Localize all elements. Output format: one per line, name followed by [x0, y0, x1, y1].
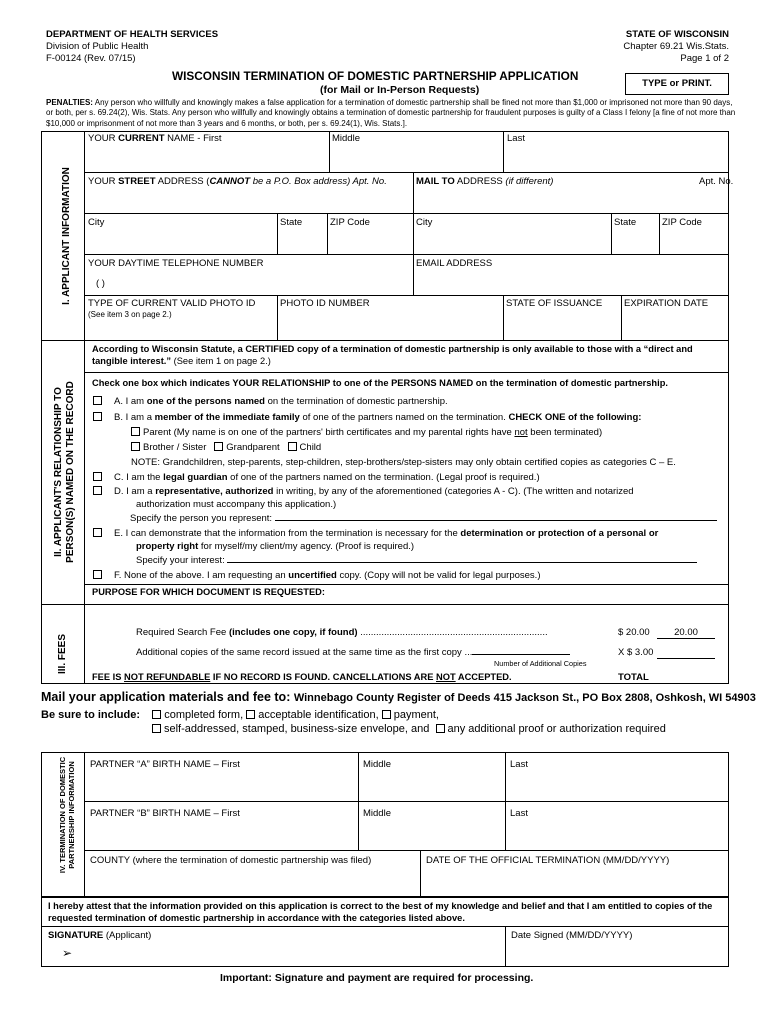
envelope-checkbox[interactable]	[152, 724, 161, 733]
search-bold: (includes one copy, if found)	[228, 627, 358, 638]
phone-field[interactable]: YOUR DAYTIME TELEPHONE NUMBER	[88, 258, 264, 269]
state-of-issuance-field[interactable]: STATE OF ISSUANCE	[506, 298, 603, 309]
option-b-checkbox[interactable]	[93, 412, 102, 421]
brother-sister-checkbox[interactable]	[131, 442, 140, 451]
represent-label: Specify the person you represent:	[130, 513, 273, 524]
street-cannot: CANNOT	[209, 176, 251, 187]
partner-b-first-field[interactable]: PARTNER “B” BIRTH NAME – First	[90, 808, 240, 819]
refund-u1: NOT REFUNDABLE	[124, 672, 211, 682]
total-fee-field[interactable]	[657, 672, 715, 684]
mail-zip-field[interactable]: ZIP Code	[662, 217, 702, 228]
relationship-title-line1: II. APPLICANT'S RELATIONSHIP TO	[53, 387, 64, 557]
name-prefix: YOUR	[88, 133, 119, 144]
represent-line[interactable]	[275, 520, 717, 521]
mail-rest: ADDRESS	[454, 176, 506, 187]
state-header	[623, 29, 729, 65]
refund-end: ACCEPTED.	[455, 672, 512, 682]
parent-b: been terminated)	[527, 427, 603, 438]
additional-copies-input[interactable]	[472, 654, 570, 655]
state-field[interactable]: State	[280, 217, 303, 228]
signature-arrow-icon: ➢	[62, 946, 73, 960]
additional-dots: ...	[461, 647, 473, 658]
option-f[interactable]	[93, 570, 541, 581]
city-field[interactable]: City	[88, 217, 105, 228]
partner-b-last-field[interactable]: Last	[510, 808, 528, 819]
street-suffix: ADDRESS (	[155, 176, 210, 187]
child-checkbox[interactable]	[288, 442, 297, 451]
attestation-text: I hereby attest that the information provided on this application is correct to the best of my knowledge and belief and that I am entitled to copies of the requested termination of domestic partnership in accordance with the categories listed above.	[48, 901, 713, 923]
penalties-label: PENALTIES:	[46, 98, 93, 107]
mail-city-field[interactable]: City	[416, 217, 433, 228]
include-label: Be sure to include:	[41, 709, 141, 721]
option-c-checkbox[interactable]	[93, 472, 102, 481]
b-bold: member of the immediate family	[154, 412, 300, 423]
statute-notice	[92, 344, 726, 367]
termination-date-field[interactable]: DATE OF THE OFFICIAL TERMINATION (MM/DD/YYYY)	[426, 855, 670, 866]
d-suffix: in writing, by any of the aforementioned (categories A - C). (The written and notarized	[273, 486, 634, 497]
e-bold: determination or protection of a personal or	[460, 528, 659, 539]
penalties-text: Any person who willfully and knowingly makes a false application for a termination of domestic partnership shall be fined not more than $1,000 or imprisoned not more than 90 days, or both, per s. 69.24(2), Wis. Stats. Any person who willfully and knowingly obtains a termination of domestic partnership for fraudulent purposes is guilty of a Class I felony [a fine of not more than $10,000 or imprisonment of not more than 3 years and 6 months, or both, per s. 69.24(1), Wis. Stats.].	[46, 98, 736, 128]
option-e-checkbox[interactable]	[93, 528, 102, 537]
form-number: F-00124 (Rev. 07/15)	[46, 53, 136, 64]
num-copies-caption: Number of Additional Copies	[494, 659, 587, 668]
a-bold: one of the persons named	[146, 396, 265, 407]
identification-label: acceptable identification,	[258, 709, 379, 721]
additional-text: Additional copies of the same record issued at the same time as the first copy	[136, 647, 462, 658]
option-d[interactable]	[93, 486, 634, 497]
chapter-ref: Chapter 69.21 Wis.Stats.	[623, 41, 729, 52]
signature-bold: SIGNATURE	[48, 930, 104, 941]
refund-mid: IF NO RECORD IS FOUND. CANCELLATIONS ARE	[210, 672, 437, 682]
option-d-checkbox[interactable]	[93, 486, 102, 495]
statute-see: (See item 1 on page 2.)	[171, 355, 271, 366]
photo-id-type-field[interactable]: TYPE OF CURRENT VALID PHOTO ID	[88, 298, 256, 309]
form-title: WISCONSIN TERMINATION OF DOMESTIC PARTNERSHIP APPLICATION	[172, 69, 579, 83]
section-partnership-title	[58, 740, 76, 890]
option-a-checkbox[interactable]	[93, 396, 102, 405]
total-label: TOTAL	[618, 672, 649, 683]
parent-a: Parent (My name is on one of the partners' birth certificates and my parental rights have	[143, 427, 515, 438]
a-suffix: on the termination of domestic partnership.	[264, 396, 448, 407]
state-name: STATE OF WISCONSIN	[625, 29, 729, 40]
expiration-date-field[interactable]: EXPIRATION DATE	[624, 298, 709, 309]
type-or-print-box: TYPE or PRINT.	[625, 73, 729, 95]
completed-form-label: completed form,	[164, 709, 244, 721]
parent-not: not	[514, 427, 528, 438]
current-name-last-field[interactable]: Last	[507, 133, 525, 144]
f-prefix: F. None of the above. I am requesting an	[114, 570, 289, 581]
payment-checkbox[interactable]	[382, 710, 391, 719]
footer-notice: Important: Signature and payment are required for processing.	[220, 972, 534, 984]
check-one-instruction: Check one box which indicates YOUR RELATIONSHIP to one of the PERSONS NAMED on the termination of domestic partnership.	[92, 378, 668, 388]
option-family-row	[131, 442, 321, 453]
search-prefix: Required Search Fee	[136, 627, 229, 638]
refund-u2: NOT	[436, 672, 456, 682]
proof-label: any additional proof or authorization required	[447, 723, 666, 735]
option-f-checkbox[interactable]	[93, 570, 102, 579]
photo-id-note: (See item 3 on page 2.)	[88, 310, 172, 319]
search-fee-line	[136, 627, 548, 638]
e-suffix: for myself/my client/my agency. (Proof is required.)	[198, 541, 415, 552]
parent-checkbox[interactable]	[131, 427, 140, 436]
street-address-field[interactable]	[88, 176, 387, 187]
mail-instructions	[41, 690, 756, 705]
current-name-middle-field[interactable]: Middle	[332, 133, 360, 144]
b-prefix: B. I am a	[114, 412, 155, 423]
refund-prefix: FEE IS	[92, 672, 125, 682]
street-rest: be a P.O. Box address) Apt. No.	[250, 176, 387, 187]
division-name: Division of Public Health	[46, 41, 149, 52]
mail-bold: MAIL TO	[416, 176, 455, 187]
search-dots: .......................................................................	[357, 627, 548, 638]
partnership-title-line1: IV. TERMINATION OF DOMESTIC	[58, 756, 67, 874]
mail-state-field[interactable]: State	[614, 217, 637, 228]
page-number: Page 1 of 2	[680, 53, 729, 64]
a-prefix: A. I am	[114, 396, 147, 407]
grandparent-checkbox[interactable]	[214, 442, 223, 451]
partnership-title-line2: PARTNERSHIP INFORMATION	[67, 761, 76, 869]
date-signed-field[interactable]: Date Signed (MM/DD/YYYY)	[511, 930, 633, 941]
form-subtitle: (for Mail or In-Person Requests)	[320, 84, 480, 96]
represent-field[interactable]	[130, 513, 717, 524]
statute-text: According to Wisconsin Statute, a CERTIFIED copy of a termination of domestic partnership is only available to those with a “direct and tangible interest.”	[92, 344, 693, 366]
additional-fee-total[interactable]	[657, 647, 715, 659]
mail-to-address-field[interactable]	[416, 176, 553, 187]
c-prefix: C. I am the	[114, 472, 164, 483]
mail-apt-no-field[interactable]: Apt. No.	[699, 176, 734, 187]
signature-rest: (Applicant)	[103, 930, 152, 941]
option-a[interactable]	[93, 396, 448, 407]
zip-field[interactable]: ZIP Code	[330, 217, 370, 228]
penalties-notice	[46, 98, 736, 129]
completed-form-checkbox[interactable]	[152, 710, 161, 719]
e-line2	[136, 541, 414, 552]
interest-label: Specify your interest:	[136, 555, 225, 566]
mail-label: Mail your application materials and fee to:	[41, 690, 294, 704]
additional-copies-line	[136, 647, 570, 658]
phone-parens: ( )	[96, 278, 105, 289]
brother-label: Brother / Sister	[143, 442, 207, 453]
option-b[interactable]	[93, 412, 641, 423]
identification-checkbox[interactable]	[246, 710, 255, 719]
partner-a-middle-field[interactable]: Middle	[363, 759, 391, 770]
partner-b-middle-field[interactable]: Middle	[363, 808, 391, 819]
b-suffix: of one of the partners named on the termination.	[299, 412, 509, 423]
option-parent[interactable]	[131, 427, 602, 438]
mail-italic: (if different)	[505, 176, 554, 187]
section-iv-frame	[41, 752, 729, 897]
f-suffix: copy. (Copy will not be valid for legal purposes.)	[336, 570, 541, 581]
mail-address: Winnebago County Register of Deeds 415 Jackson St., PO Box 2808, Oshkosh, WI 54903	[293, 692, 756, 704]
e-prefix: E. I can demonstrate that the information from the termination is necessary for the	[114, 528, 461, 539]
refund-notice	[92, 672, 512, 683]
include-row	[41, 709, 439, 722]
relationship-title-line2: PERSON(S) NAMED ON THE RECORD	[65, 381, 76, 563]
proof-checkbox[interactable]	[436, 724, 445, 733]
b-check: CHECK ONE of the following:	[508, 412, 642, 423]
department-name: DEPARTMENT OF HEALTH SERVICES	[46, 29, 219, 40]
section-relationship-title	[53, 342, 77, 602]
c-suffix: of one of the partners named on the termination. (Legal proof is required.)	[227, 472, 540, 483]
email-field[interactable]: EMAIL ADDRESS	[416, 258, 493, 269]
family-note: NOTE: Grandchildren, step-parents, step-children, step-brothers/step-sisters may only obtain certified copies as categories C – E.	[131, 457, 676, 468]
search-fee-total[interactable]: 20.00	[657, 627, 715, 639]
option-c[interactable]	[93, 472, 540, 483]
street-bold: STREET	[118, 176, 156, 187]
county-field[interactable]: COUNTY (where the termination of domestic partnership was filed)	[90, 855, 372, 866]
d-bold: representative, authorized	[155, 486, 274, 497]
street-prefix: YOUR	[88, 176, 119, 187]
child-label: Child	[299, 442, 322, 453]
section-applicant-title: I. APPLICANT INFORMATION	[61, 167, 72, 305]
partner-a-last-field[interactable]: Last	[510, 759, 528, 770]
section-fees-title: III. FEES	[57, 634, 68, 675]
purpose-field[interactable]: PURPOSE FOR WHICH DOCUMENT IS REQUESTED:	[92, 587, 325, 597]
current-name-first-field[interactable]	[88, 133, 222, 144]
d-prefix: D. I am a	[114, 486, 156, 497]
additional-fee: X $ 3.00	[618, 647, 654, 658]
option-e[interactable]	[93, 528, 658, 539]
signature-field[interactable]	[48, 930, 151, 941]
d-line2: authorization must accompany this application.)	[136, 499, 337, 510]
department-header	[46, 29, 218, 65]
interest-line[interactable]	[227, 562, 697, 563]
search-fee-amount: $ 20.00	[618, 627, 650, 638]
interest-field[interactable]	[136, 555, 697, 566]
name-bold: CURRENT	[118, 133, 165, 144]
name-suffix: NAME - First	[164, 133, 222, 144]
include-row-2	[152, 723, 666, 736]
envelope-label: self-addressed, stamped, business-size envelope, and	[164, 723, 430, 735]
payment-label: payment,	[393, 709, 439, 721]
photo-id-number-field[interactable]: PHOTO ID NUMBER	[280, 298, 370, 309]
partner-a-first-field[interactable]: PARTNER “A” BIRTH NAME – First	[90, 759, 240, 770]
f-bold: uncertified	[288, 570, 337, 581]
e-bold2: property right	[136, 541, 199, 552]
grandparent-label: Grandparent	[226, 442, 280, 453]
c-bold: legal guardian	[163, 472, 228, 483]
